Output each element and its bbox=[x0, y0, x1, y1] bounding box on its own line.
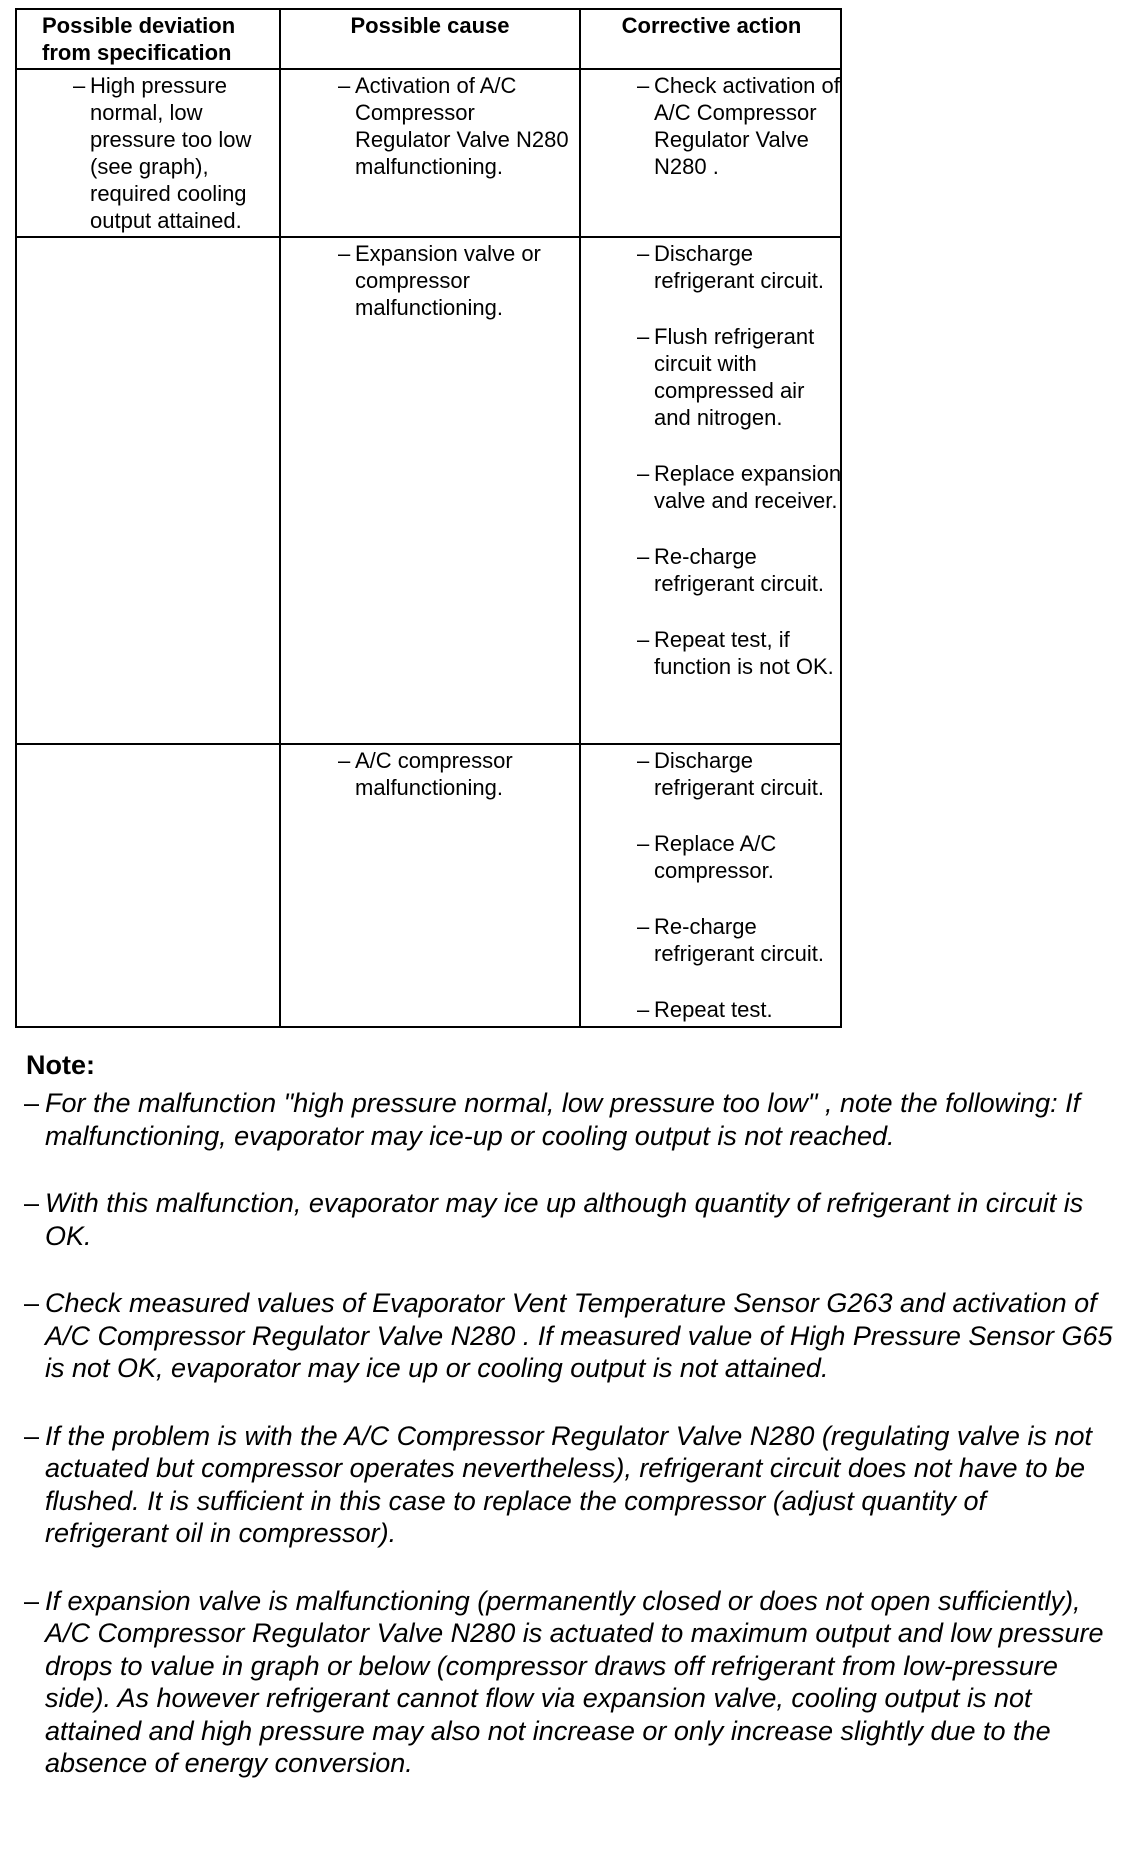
header-divider bbox=[17, 68, 840, 70]
note-item: – If the problem is with the A/C Compressor Regulator Valve N280 (regulating valve is not actuated but compressor operates nevertheless), refrigerant circuit does not have to be flushed. It is sufficient in this case to replace the compressor (adjust quantity of refrigerant oil in compressor). bbox=[24, 1420, 1092, 1548]
note-item: – With this malfunction, evaporator may ice up although quantity of refrigerant in circuit is OK. bbox=[24, 1188, 1084, 1251]
row1-deviation: – High pressure normal, low pressure too low (see graph), required cooling output attained. bbox=[73, 73, 252, 233]
note-text: If expansion valve is malfunctioning (permanently closed or does not open sufficiently), A/C Compressor Regulator Valve N280 is actuated to maximum output and low pressure drops to value in graph or below (compressor draws off refrigerant from low-pressure side). As however refrigerant cannot flow via expansion valve, cooling output is not attained and high pressure may also not increase or only increase slightly due to the absence of energy conversion. bbox=[45, 1585, 1104, 1778]
column-divider bbox=[279, 10, 281, 1026]
row3-actions: – Discharge refrigerant circuit. – Replace A/C compressor. – Re-charge refrigerant circuit. – Repeat test. bbox=[637, 748, 824, 1022]
row3-cause: – A/C compressor malfunctioning. bbox=[338, 748, 513, 800]
header-deviation: Possible deviation from specification bbox=[42, 13, 236, 65]
row1-cause: – Activation of A/C Compressor Regulator Valve N280 malfunctioning. bbox=[338, 73, 569, 179]
header-cause: Possible cause bbox=[350, 13, 510, 38]
column-divider bbox=[579, 10, 581, 1026]
action-text: Re-charge refrigerant circuit. bbox=[654, 914, 824, 966]
action-text: Repeat test. bbox=[654, 997, 773, 1022]
row-divider bbox=[17, 236, 840, 238]
note-list bbox=[24, 1087, 1114, 1815]
row-divider bbox=[17, 743, 840, 745]
action-text: Discharge refrigerant circuit. bbox=[654, 241, 824, 293]
row2-cause: – Expansion valve or compressor malfunctioning. bbox=[338, 241, 541, 320]
note-text: Check measured values of Evaporator Vent Temperature Sensor G263 and activation of A/C Compressor Regulator Valve N280 . If measured value of High Pressure Sensor G65 is not OK, evaporator may ice up or cooling output is not attained. bbox=[45, 1288, 1113, 1383]
diagnosis-table bbox=[15, 8, 842, 1028]
header-action: Corrective action bbox=[621, 13, 802, 38]
note-item: – If expansion valve is malfunctioning (permanently closed or does not open sufficiently), A/C Compressor Regulator Valve N280 is actuated to maximum output and low pressure drops to value in graph or below (compressor draws off refrigerant from low-pressure side). As however refrigerant cannot flow via expansion valve, cooling output is not attained and high pressure may also not increase or only increase slightly due to the absence of energy conversion. bbox=[24, 1585, 1104, 1778]
note-text: With this malfunction, evaporator may ice up although quantity of refrigerant in circuit is OK. bbox=[45, 1188, 1084, 1251]
cause-text: A/C compressor malfunctioning. bbox=[355, 748, 513, 800]
action-text: Discharge refrigerant circuit. bbox=[654, 748, 824, 800]
action-text: Replace expansion valve and receiver. bbox=[654, 461, 842, 513]
note-item: – For the malfunction "high pressure normal, low pressure too low" , note the following: If malfunctioning, evaporator may ice-up or cooling output is not reached. bbox=[24, 1088, 1081, 1151]
note-title: Note: bbox=[26, 1050, 95, 1080]
cause-text: Activation of A/C Compressor Regulator Valve N280 malfunctioning. bbox=[355, 73, 569, 179]
note-item: – Check measured values of Evaporator Vent Temperature Sensor G263 and activation of A/C Compressor Regulator Valve N280 . If measured value of High Pressure Sensor G65 is not OK, evaporator may ice up or cooling output is not attained. bbox=[24, 1288, 1113, 1383]
row1-actions: – Check activation of A/C Compressor Regulator Valve N280 . bbox=[637, 73, 840, 179]
action-text: Re-charge refrigerant circuit. bbox=[654, 544, 824, 596]
action-text: Check activation of A/C Compressor Regulator Valve N280 . bbox=[654, 73, 840, 179]
cause-text: Expansion valve or compressor malfunctioning. bbox=[355, 241, 541, 320]
note-text: For the malfunction "high pressure normal, low pressure too low" , note the following: If malfunctioning, evaporator may ice-up or cooling output is not reached. bbox=[45, 1088, 1081, 1151]
note-text: If the problem is with the A/C Compressor Regulator Valve N280 (regulating valve is not actuated but compressor operates nevertheless), refrigerant circuit does not have to be flushed. It is sufficient in this case to replace the compressor (adjust quantity of refrigerant oil in compressor). bbox=[45, 1420, 1092, 1548]
action-text: Flush refrigerant circuit with compressed air and nitrogen. bbox=[654, 324, 815, 430]
row2-actions: – Discharge refrigerant circuit. – Flush refrigerant circuit with compressed air and nitrogen. – Replace expansion valve and receiver. – Re-charge refrigerant circuit. – Repeat test, if function is not OK. bbox=[637, 241, 842, 679]
action-text: Repeat test, if function is not OK. bbox=[654, 627, 834, 679]
deviation-text: High pressure normal, low pressure too low (see graph), required cooling output attained. bbox=[90, 73, 252, 233]
action-text: Replace A/C compressor. bbox=[654, 831, 777, 883]
